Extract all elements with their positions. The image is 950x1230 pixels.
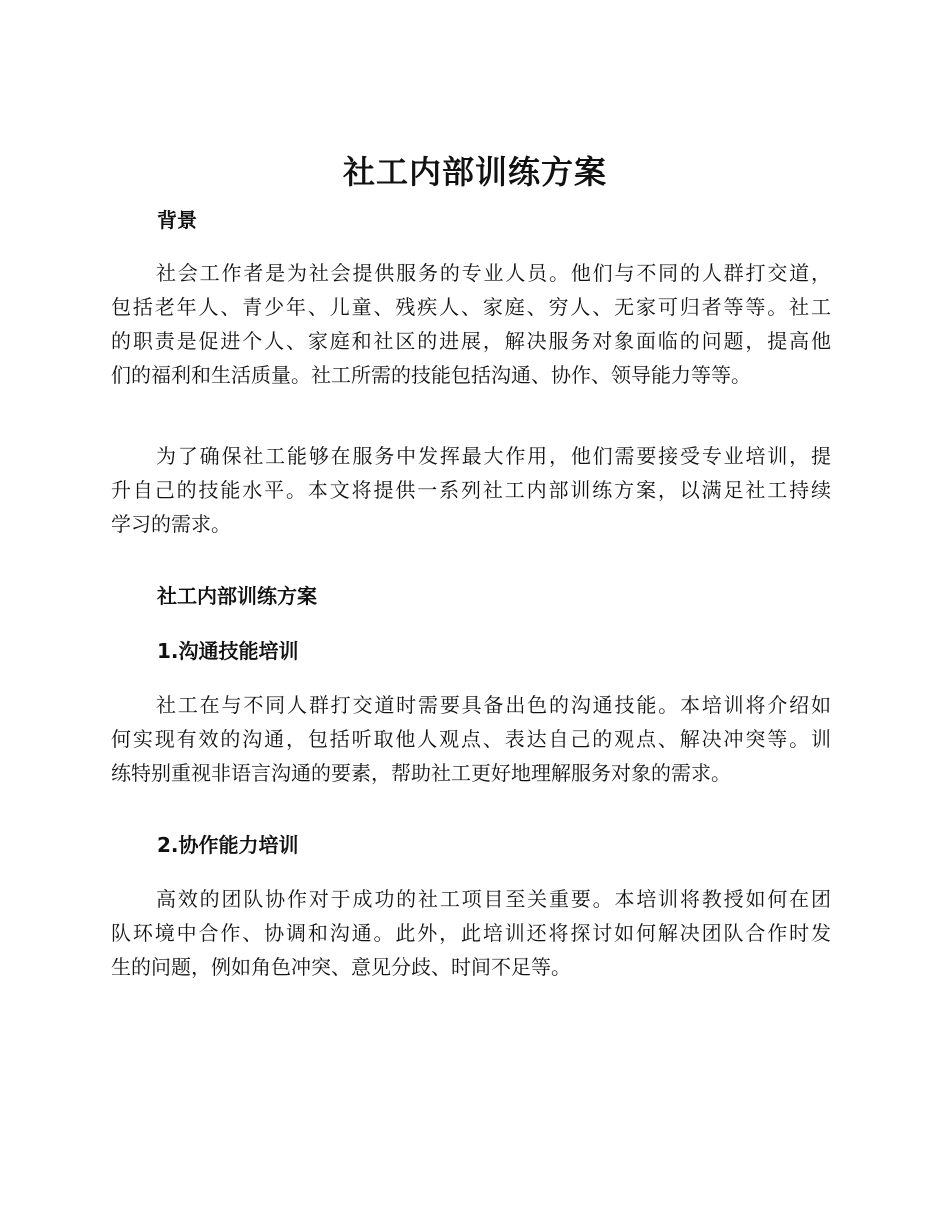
paragraph-line: 高效的团队协作对于成功的社工项目至关重要。本培训将教授如何在团 — [156, 887, 831, 911]
paragraph-line: 队环境中合作、协调和沟通。此外，此培训还将探讨如何解决团队合作时发 — [111, 921, 831, 945]
paragraph-line: 生的问题，例如角色冲突、意见分歧、时间不足等。 — [111, 955, 571, 979]
paragraph-line: 社会工作者是为社会提供服务的专业人员。他们与不同的人群打交道， — [156, 261, 831, 285]
subsection-heading-communication: 1.沟通技能培训 — [157, 639, 299, 663]
paragraph-line: 学习的需求。 — [111, 512, 231, 536]
paragraph-background-2 — [111, 439, 831, 541]
section-heading-plan: 社工内部训练方案 — [157, 584, 317, 608]
paragraph-collaboration — [111, 882, 831, 984]
paragraph-line: 升自己的技能水平。本文将提供一系列社工内部训练方案，以满足社工持续 — [111, 478, 831, 502]
paragraph-communication — [111, 688, 831, 790]
paragraph-background-1 — [111, 256, 831, 392]
paragraph-line: 为了确保社工能够在服务中发挥最大作用，他们需要接受专业培训，提 — [156, 444, 831, 468]
section-heading-background: 背景 — [157, 208, 197, 232]
paragraph-line: 们的福利和生活质量。社工所需的技能包括沟通、协作、领导能力等等。 — [111, 363, 751, 387]
paragraph-line: 社工在与不同人群打交道时需要具备出色的沟通技能。本培训将介绍如 — [156, 693, 831, 717]
paragraph-line: 包括老年人、青少年、儿童、残疾人、家庭、穷人、无家可归者等等。社工 — [111, 295, 831, 319]
paragraph-line: 何实现有效的沟通，包括听取他人观点、表达自己的观点、解决冲突等。训 — [111, 727, 831, 751]
subsection-heading-collaboration: 2.协作能力培训 — [157, 833, 299, 857]
paragraph-line: 练特别重视非语言沟通的要素，帮助社工更好地理解服务对象的需求。 — [111, 761, 731, 785]
document-title: 社工内部训练方案 — [342, 153, 607, 191]
paragraph-line: 的职责是促进个人、家庭和社区的进展，解决服务对象面临的问题，提高他 — [111, 329, 831, 353]
